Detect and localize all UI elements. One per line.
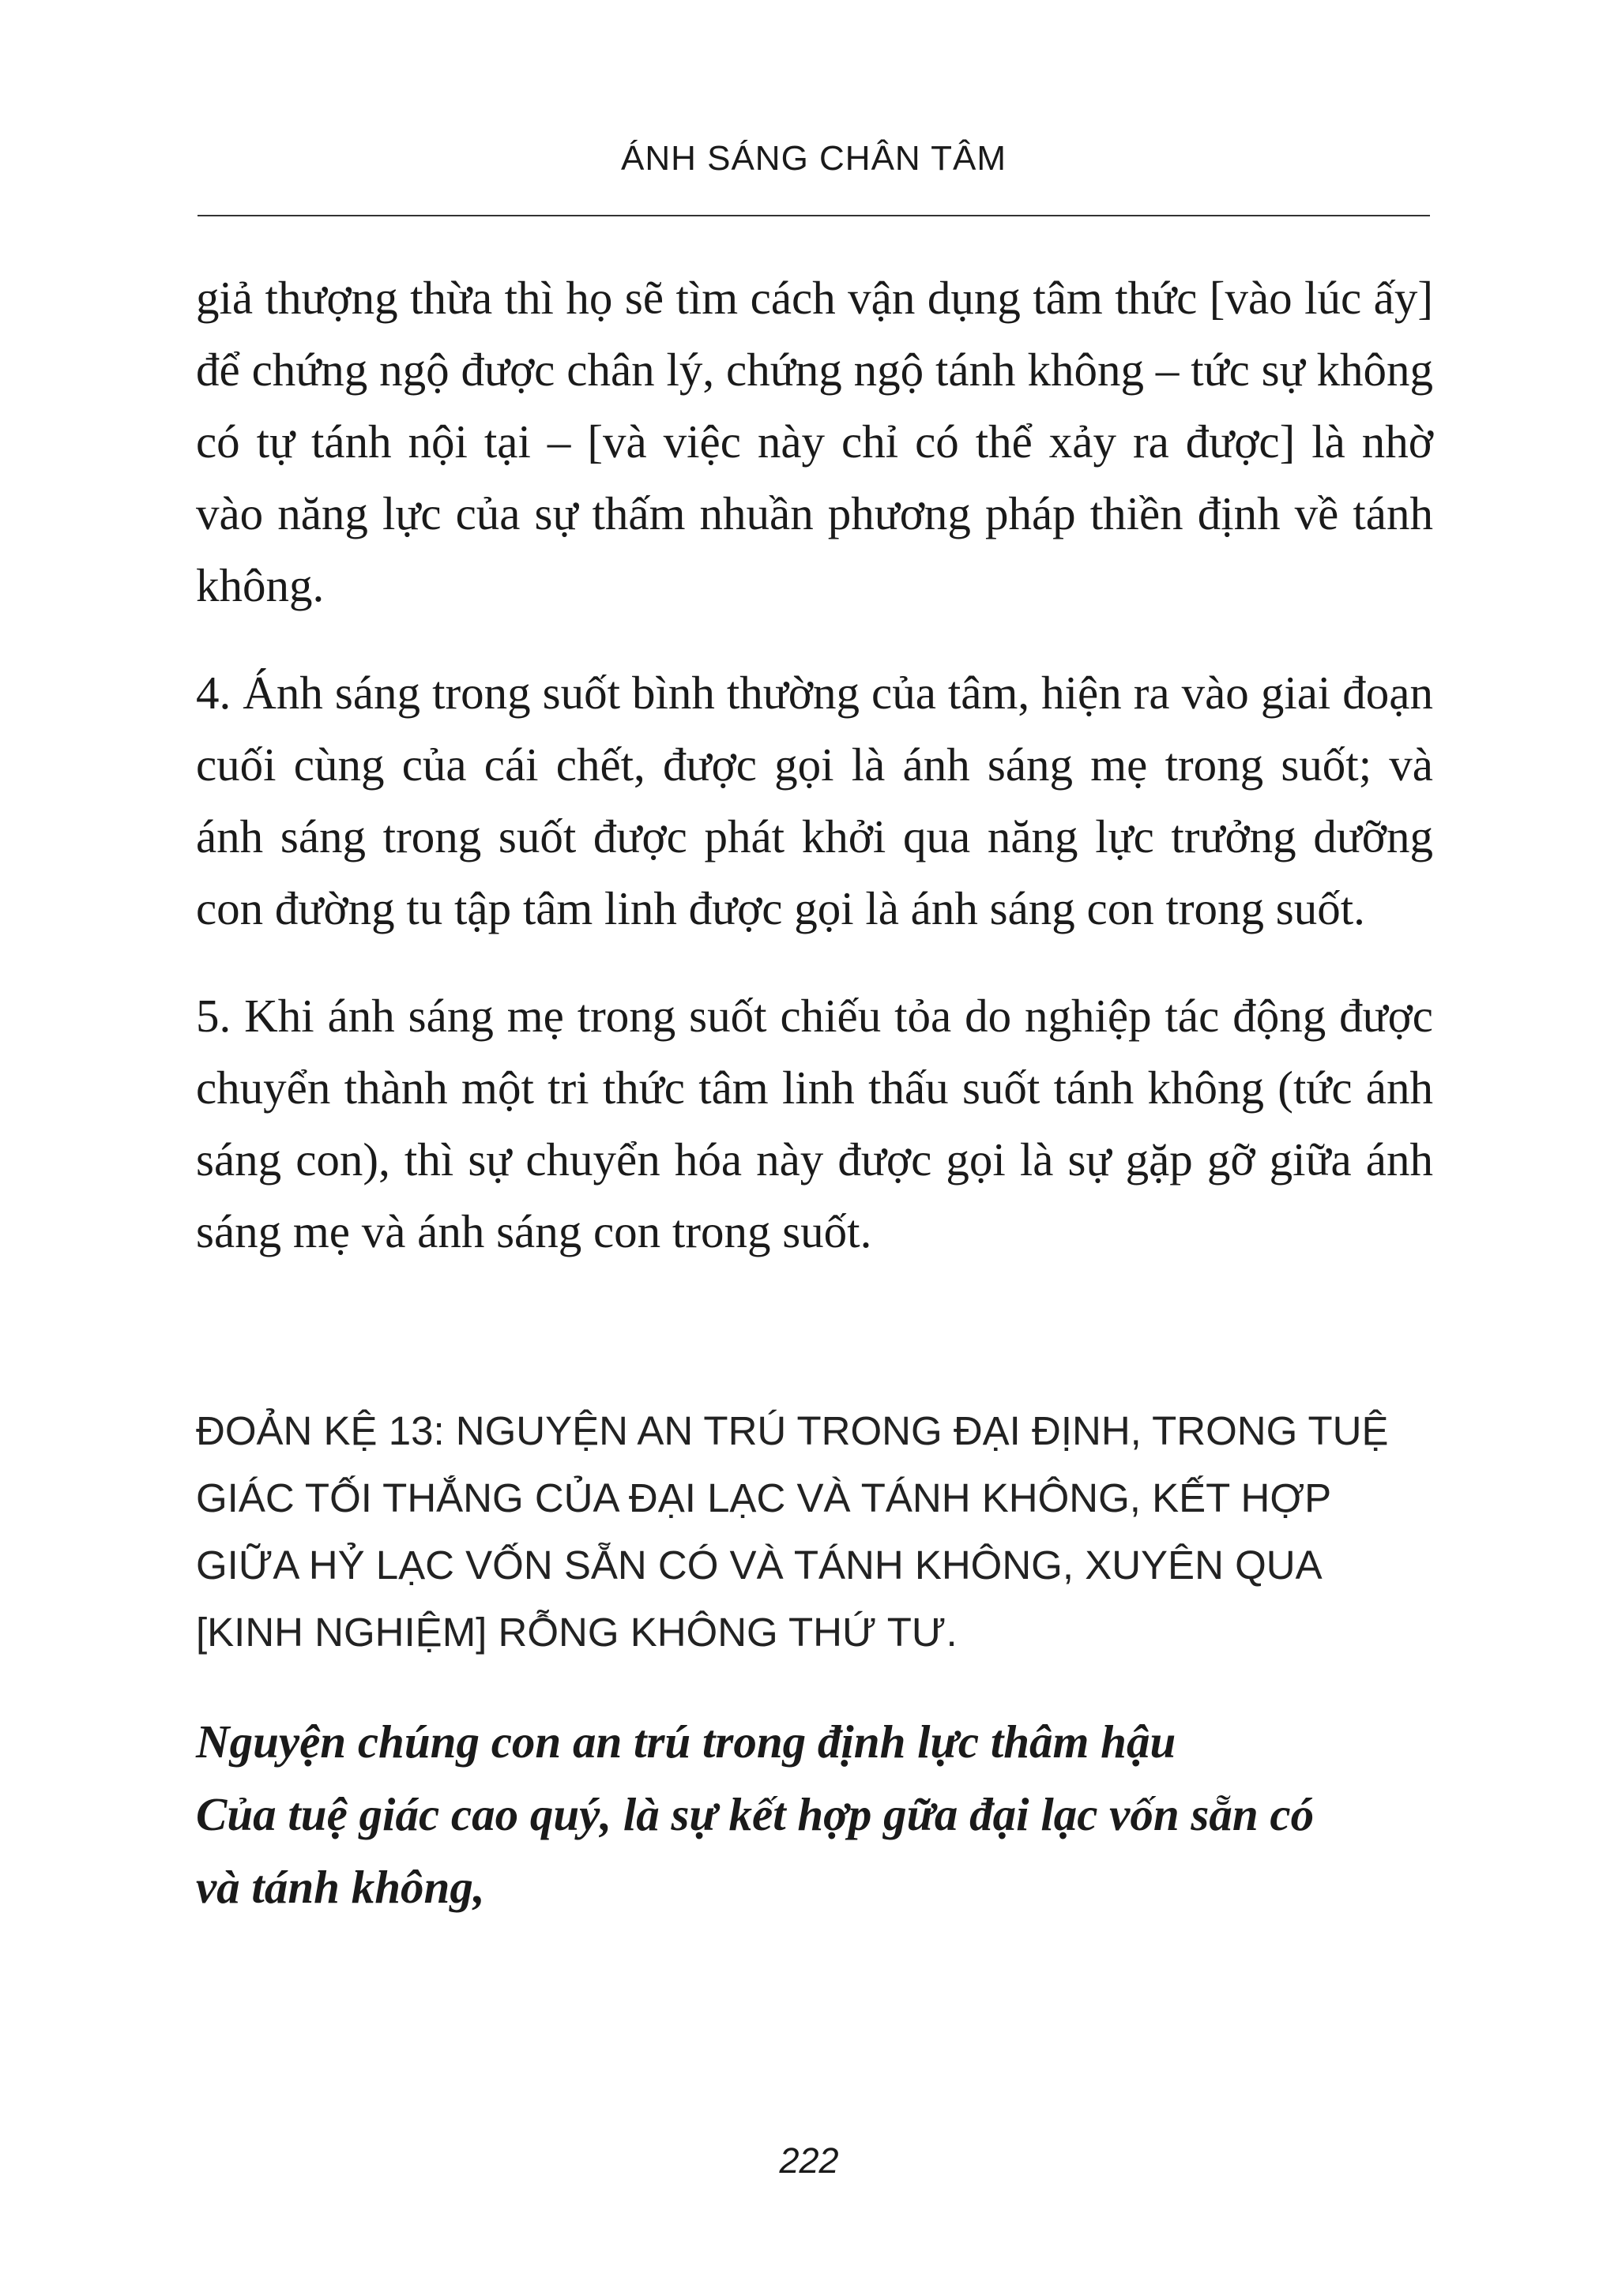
paragraph-item-5: 5. Khi ánh sáng mẹ trong suốt chiếu tỏa do nghiệp tác động được chuyển thành một tri thức tâm linh thấu suốt tánh không (tức ánh sáng con), thì sự chuyển hóa này được gọi là sự gặp gỡ giữa ánh sáng mẹ và ánh sáng con trong suốt. [196, 990, 1433, 1257]
paragraph-continuation: giả thượng thừa thì họ sẽ tìm cách vận dụng tâm thức [vào lúc ấy] để chứng ngộ được chân lý, chứng ngộ tánh không – tức sự không có tự tánh nội tại – [và việc này chỉ có thể xảy ra được] là nhờ vào năng lực của sự thấm nhuần phương pháp thiền định về tánh không. [196, 272, 1433, 611]
verse-line: và tánh không, [196, 1861, 485, 1913]
paragraph-item-4: 4. Ánh sáng trong suốt bình thường của tâm, hiện ra vào giai đoạn cuối cùng của cái chết, được gọi là ánh sáng mẹ trong suốt; và ánh sáng trong suốt được phát khởi qua năng lực trưởng dưỡng con đường tu tập tâm linh được gọi là ánh sáng con trong suốt. [196, 667, 1433, 934]
section-heading: ĐOẢN KỆ 13: NGUYỆN AN TRÚ TRONG ĐẠI ĐỊNH, TRONG TUỆ GIÁC TỐI THẮNG CỦA ĐẠI LẠC VÀ TÁNH KHÔNG, KẾT HỢP GIỮA HỶ LẠC VỐN SẴN CÓ VÀ TÁNH KHÔNG, XUYÊN QUA [KINH NGHIỆM] RỖNG KHÔNG THỨ TƯ. [196, 1408, 1389, 1655]
verse-block [196, 1705, 1433, 1923]
header-divider [198, 215, 1430, 216]
page-number: 222 [779, 2140, 839, 2181]
verse-line: Của tuệ giác cao quý, là sự kết hợp gữa đại lạc vốn sẵn có [196, 1788, 1315, 1840]
verse-line: Nguyện chúng con an trú trong định lực thâm hậu [196, 1715, 1176, 1768]
page-body [196, 262, 1433, 1923]
running-header: ÁNH SÁNG CHÂN TÂM [620, 139, 1007, 178]
